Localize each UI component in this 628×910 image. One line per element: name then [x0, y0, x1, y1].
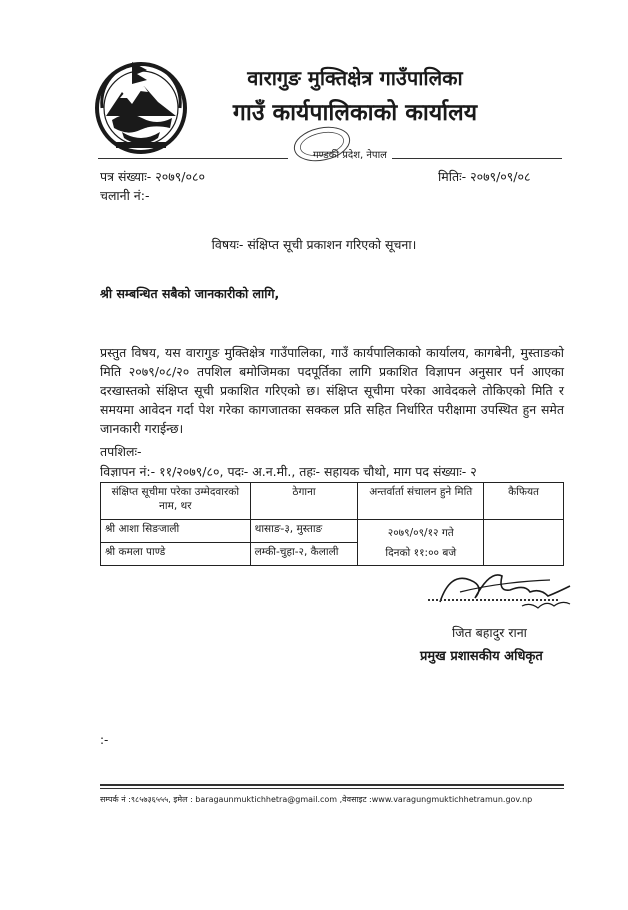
- header-divider-left: [98, 158, 288, 159]
- candidate-address: थासाङ-३, मुस्ताङ: [250, 520, 358, 543]
- footer-contact: सम्पर्क नं :९८५७३६५५५, इमेल : baragaunmuktichhetra@gmail.com ,वेवसाइट :www.varagungmuktichhetramun.gov.np: [100, 795, 533, 804]
- nepal-government-emblem-icon: [92, 58, 190, 156]
- candidate-address: लम्की-चुहा-२, कैलाली: [250, 543, 358, 566]
- office-name: गाउँ कार्यपालिकाको कार्यालय: [232, 99, 478, 126]
- footer-divider-thick: [100, 784, 564, 786]
- candidate-name: श्री आशा सिङजाली: [101, 520, 251, 543]
- details-label: तपशिलः-: [100, 444, 142, 459]
- handwritten-signature-icon: [430, 562, 580, 622]
- table-row: [101, 520, 564, 543]
- footer-divider-thin: [100, 788, 564, 789]
- interview-time: दिनको ११:०० बजे: [385, 546, 457, 559]
- header-address: ठेगाना: [250, 483, 358, 520]
- header-remarks: कैफियत: [484, 483, 564, 520]
- table-header-row: [101, 483, 564, 520]
- signature-line: [428, 599, 558, 601]
- body-paragraph: प्रस्तुत विषय, यस वारागुङ मुक्तिक्षेत्र गाउँपालिका, गाउँ कार्यपालिकाको कार्यालय, कागबेनी, मुस्ताङको मिति २०७९/०८/२० तपशिल बमोजिमका पदपूर्तिका लागि प्रकाशित विज्ञापन अनुसार पर्न आएका दरखास्तको संक्षिप्त सूची प्रकाशित गरिएको छ। संक्षिप्त सूचीमा परेका आवेदकले तोकिएको मिति र समयमा आवेदन गर्दा पेश गरेका कागजातका सक्कल प्रति सहित निर्धारित परीक्षामा उपस्थित हुन समेत जानकारी गराईन्छ।: [100, 345, 564, 436]
- remarks-cell: [484, 520, 564, 566]
- letter-date: मितिः- २०७९/०९/०८: [438, 169, 531, 184]
- candidate-name: श्री कमला पाण्डे: [101, 543, 251, 566]
- interview-schedule: [358, 520, 484, 566]
- salutation: श्री सम्बन्धित सबैको जानकारीको लागि,: [100, 286, 280, 301]
- municipality-name: वारागुङ मुक्तिक्षेत्र गाउँपालिका: [247, 66, 463, 90]
- stray-mark: :-: [100, 733, 109, 747]
- subject-line: विषयः- संक्षिप्त सूची प्रकाशन गरिएको सूचना।: [211, 237, 417, 252]
- dispatch-number: चलानी नं:-: [100, 188, 150, 203]
- office-address: गण्डकी प्रदेश, नेपाल: [313, 150, 387, 161]
- signer-title: प्रमुख प्रशासकीय अधिकृत: [420, 649, 543, 664]
- candidate-table: [100, 482, 564, 566]
- header-interview-date: अन्तर्वार्ता संचालन हुने मिति: [358, 483, 484, 520]
- header-candidate-name: संक्षिप्त सूचीमा परेका उम्मेदवारको नाम, थर: [101, 483, 251, 520]
- letter-number: पत्र संख्याः- २०७९/०८०: [100, 169, 205, 184]
- header-divider-right: [392, 158, 562, 159]
- interview-date: २०७९/०९/१२ गते: [387, 526, 454, 539]
- signer-name: जित बहादुर राना: [452, 625, 527, 640]
- vacancy-details: विज्ञापन नं:- ११/२०७९/८०, पदः- अ.न.मी., तहः- सहायक चौथो, माग पद संख्याः- २: [100, 464, 477, 479]
